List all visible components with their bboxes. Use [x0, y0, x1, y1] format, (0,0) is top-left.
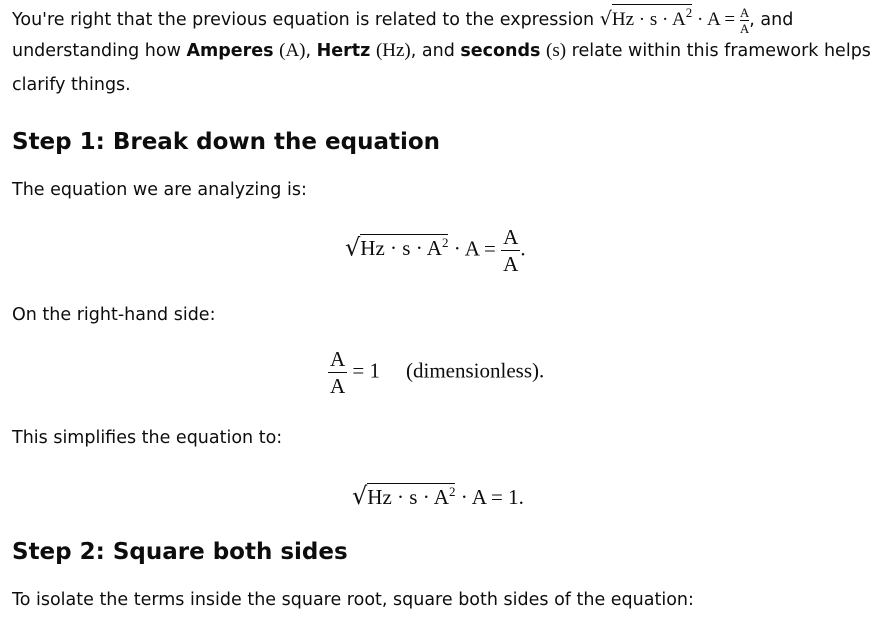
intro-line-3: clarify things. — [12, 75, 131, 95]
step1-analyzing-text: The equation we are analyzing is: — [12, 180, 307, 200]
inline-times-a: · A = — [692, 9, 740, 30]
sqrt-symbol: √ — [345, 233, 361, 262]
intro-line-1 — [12, 4, 793, 35]
fraction-a-over-a: $\frac{A}{A}$ — [330, 347, 346, 399]
sqrt-symbol: √ — [599, 8, 612, 30]
inline-fraction: $\frac{A}{A}$ — [739, 5, 750, 37]
display-equation-2: $\frac{A}{A}$ = 1 (dimensionless). — [330, 347, 545, 399]
intro-line-2: understanding how Amperes (A), Hertz (Hz), and seconds (s) relate within this framework helps — [12, 40, 871, 61]
dimensionless-label: (dimensionless). — [406, 358, 545, 383]
step1-heading: Step 1: Break down the equation — [12, 129, 441, 155]
step2-heading: Step 2: Square both sides — [12, 539, 348, 565]
hertz-term: Hertz — [316, 41, 371, 61]
unit-hz: (Hz) — [375, 40, 411, 61]
amperes-term: Amperes — [186, 41, 274, 61]
step1-simplifies-text: This simplifies the equation to: — [12, 428, 283, 448]
step1-rhs-text: On the right-hand side: — [12, 305, 216, 325]
seconds-term: seconds — [460, 41, 541, 61]
sqrt-symbol: √ — [352, 482, 368, 510]
intro-text-1: You're right that the previous equation is related to the expression — [12, 10, 595, 30]
display-equation-1: $√Hz \cdot s \cdot A^2 \cdot A$ = $\frac{A}{A}$ . — [345, 225, 526, 277]
intro-text-1-end: , and — [749, 10, 794, 30]
unit-a: (A) — [279, 40, 306, 61]
step2-isolate-text: To isolate the terms inside the square root, square both sides of the equation: — [12, 590, 694, 610]
fraction-a-over-a: $\frac{A}{A}$ — [503, 225, 519, 277]
unit-s: (s) — [546, 40, 567, 61]
inline-equation: $√Hz \cdot s \cdot A^2 \cdot A = \frac{A}{A}$ — [599, 5, 750, 37]
display-equation-3: $√Hz \cdot s \cdot A^2 \cdot A = 1$. — [352, 482, 524, 510]
